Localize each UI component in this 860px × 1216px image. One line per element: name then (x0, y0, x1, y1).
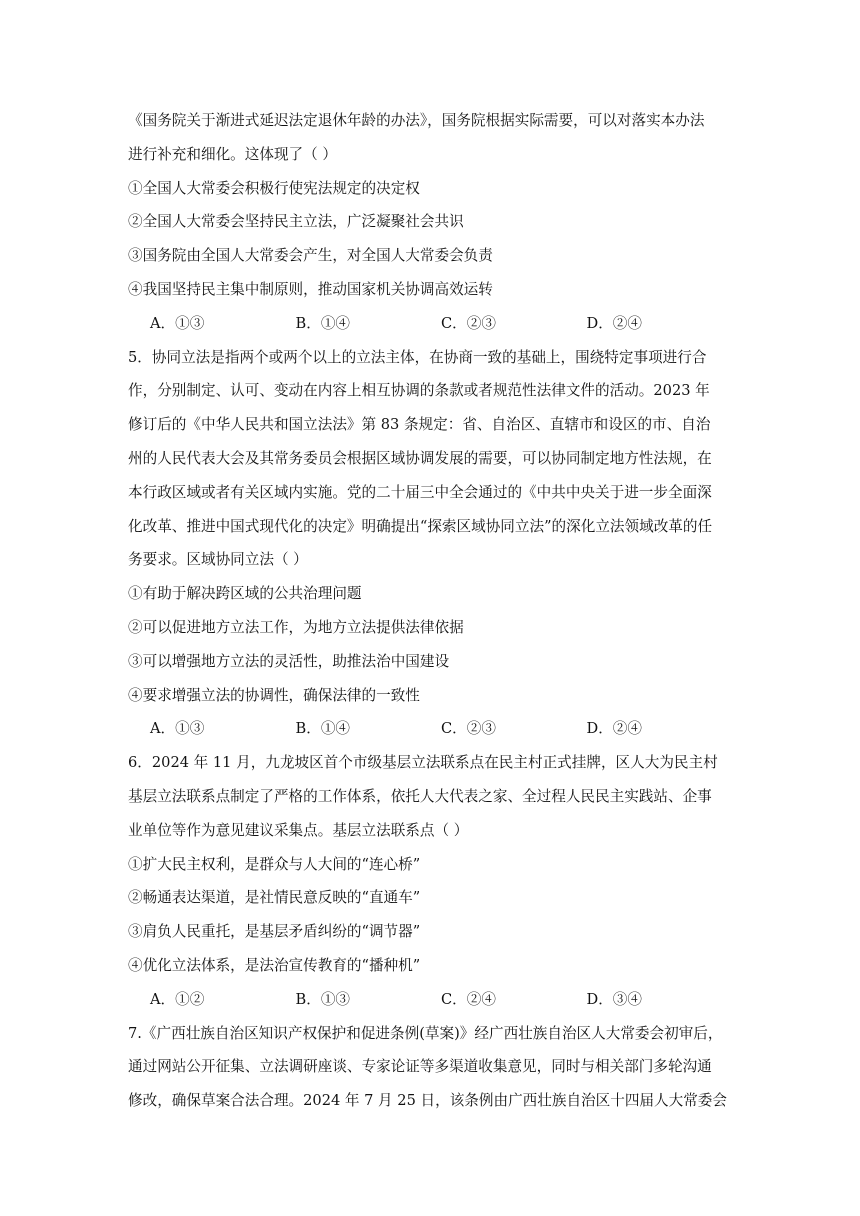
question-5-stem-line: 务要求。区域协同立法（ ） (128, 551, 308, 569)
question-5-options (128, 712, 732, 746)
question-5-item: ④要求增强立法的协调性，确保法律的一致性 (128, 686, 420, 704)
option-b: B．①③ (295, 990, 351, 1008)
question-5-item: ②可以促进地方立法工作，为地方立法提供法律依据 (128, 618, 464, 636)
option-c: C．②③ (441, 720, 496, 738)
option-d: D．②④ (586, 720, 642, 738)
option-d: D．②④ (586, 314, 642, 332)
question-5-stem-line: 修订后的《中华人民共和国立法法》第 83 条规定：省、自治区、直辖市和设区的市、自治 (128, 416, 711, 434)
question-6-stem-line: 业单位等作为意见建议采集点。基层立法联系点（ ） (128, 821, 469, 839)
question-5-stem-line: 5．协同立法是指两个或两个以上的立法主体，在协商一致的基础上，围绕特定事项进行合 (128, 348, 707, 366)
question-4-options (128, 307, 732, 341)
option-c: C．②③ (441, 314, 496, 332)
question-4 (128, 104, 732, 341)
question-6-item: ②畅通表达渠道，是社情民意反映的“直通车” (128, 889, 421, 907)
question-5-stem-line: 州的人民代表大会及其常务委员会根据区域协调发展的需要，可以协同制定地方性法规，在 (128, 449, 712, 467)
question-5-stem-line: 本行政区域或者有关区域内实施。党的二十届三中全会通过的《中共中央关于进一步全面深 (128, 483, 712, 501)
question-4-stem-line: 进行补充和细化。这体现了（ ） (128, 145, 337, 163)
question-6-item: ④优化立法体系，是法治宣传教育的“播种机” (128, 956, 421, 974)
question-4-item: ③国务院由全国人大常委会产生，对全国人大常委会负责 (128, 247, 493, 265)
question-5-stem-line: 作，分别制定、认可、变动在内容上相互协调的条款或者规范性法律文件的活动。2023 年 (128, 382, 710, 400)
question-7-stem-line: 7.《广西壮族自治区知识产权保护和促进条例(草案)》经广西壮族自治区人大常委会初审后， (128, 1024, 723, 1042)
question-6-item: ③肩负人民重托，是基层矛盾纠纷的“调节器” (128, 923, 421, 941)
question-6-stem-line: 6．2024 年 11 月，九龙坡区首个市级基层立法联系点在民主村正式挂牌，区人大为民主村 (128, 754, 718, 772)
option-b: B．①④ (295, 314, 351, 332)
option-c: C．②④ (441, 990, 496, 1008)
option-d: D．③④ (586, 990, 642, 1008)
question-5-item: ③可以增强地方立法的灵活性，助推法治中国建设 (128, 652, 450, 670)
question-6 (128, 746, 732, 1016)
question-7 (128, 1017, 732, 1118)
question-6-options (128, 983, 732, 1017)
question-6-item: ①扩大民主权利，是群众与人大间的“连心桥” (128, 855, 421, 873)
question-5 (128, 341, 732, 747)
question-4-item: ④我国坚持民主集中制原则，推动国家机关协调高效运转 (128, 280, 493, 298)
question-4-item: ①全国人大常委会积极行使宪法规定的决定权 (128, 179, 420, 197)
question-4-item: ②全国人大常委会坚持民主立法，广泛凝聚社会共识 (128, 213, 464, 231)
question-5-item: ①有助于解决跨区域的公共治理问题 (128, 585, 362, 603)
question-5-stem-line: 化改革、推进中国式现代化的决定》明确提出“探索区域协同立法”的深化立法领域改革的任 (128, 517, 713, 535)
exam-page (128, 104, 732, 1118)
question-7-stem-line: 修改，确保草案合法合理。2024 年 7 月 25 日，该条例由广西壮族自治区十四届人大常委会 (128, 1092, 727, 1110)
option-b: B．①④ (295, 720, 351, 738)
question-4-stem-line: 《国务院关于渐进式延迟法定退休年龄的办法》，国务院根据实际需要，可以对落实本办法 (128, 112, 705, 129)
question-7-stem-line: 通过网站公开征集、立法调研座谈、专家论证等多渠道收集意见，同时与相关部门多轮沟通 (128, 1058, 712, 1076)
option-a: A．①③ (150, 720, 205, 738)
question-6-stem-line: 基层立法联系点制定了严格的工作体系，依托人大代表之家、全过程人民民主实践站、企事 (128, 787, 712, 805)
option-a: A．①② (150, 990, 205, 1008)
option-a: A．①③ (150, 314, 205, 332)
